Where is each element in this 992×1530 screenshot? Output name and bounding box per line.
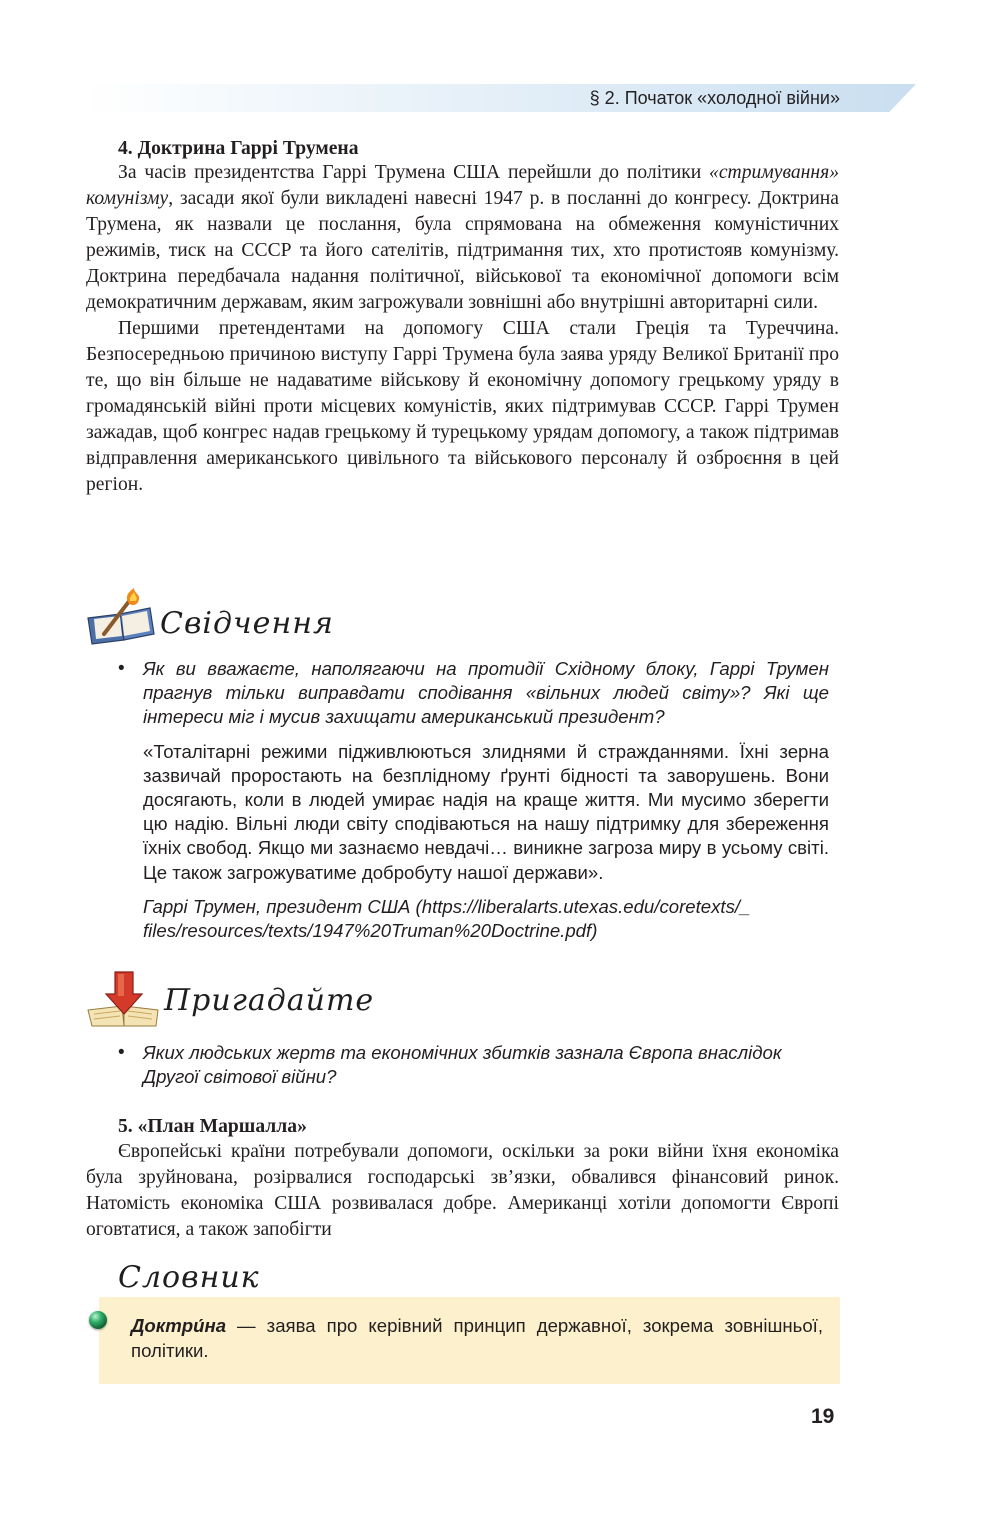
section-4-body (86, 160, 839, 498)
emphasis-term: «стримування» комунізму (86, 162, 839, 209)
section-heading-5: 5. «План Маршалла» (118, 1116, 307, 1137)
section-5-body (86, 1139, 839, 1243)
bullet: • (118, 658, 125, 679)
paragraph (86, 160, 839, 316)
book-down-arrow-icon (86, 970, 162, 1028)
text-run: За часів президентства Гаррі Трумена США перейшли до політики (118, 162, 710, 183)
evidence-quote: «Тоталітарні режими підживлюються злиднями й стражданнями. Їхні зерна зазвичай проростають на безплідному ґрунті бідності та заворушень. Вони досягають, коли в людей умирає надія на краще життя. Ми мусимо зберегти цю надію. Вільні люди світу сподіваються на нашу підтримку для збереження їхніх свобод. Якщо ми зазнаємо невдачі… виникне загроза миру в усьому світі. Це також загрожуватиме добробуту нашої держави». (143, 740, 829, 883)
recall-block (143, 1041, 829, 1089)
feature-title-glossary: Словник (118, 1260, 260, 1295)
running-head: § 2. Початок «холодної війни» (589, 88, 840, 108)
page-number: 19 (811, 1405, 835, 1428)
recall-question: Яких людських жертв та економічних збитків зазнала Європа внаслідок Другої світової війни? (143, 1042, 782, 1088)
source-line: files/resources/texts/1947%20Truman%20Doctrine.pdf) (143, 920, 598, 942)
green-bullet-icon (89, 1311, 107, 1329)
feature-title-evidence: Свідчення (160, 606, 334, 641)
source-line: Гаррі Трумен, президент США (https://liberalarts.utexas.edu/coretexts/_ (143, 895, 751, 917)
section-heading-4: 4. Доктрина Гаррі Трумена (118, 138, 359, 159)
bullet: • (118, 1042, 125, 1063)
paragraph: Європейські країни потребували допомоги, оскільки за роки війни їхня економіка була зруйнована, розірвалися господарські зв’язки, обвалився фінансовий ринок. Натомість економіка США розвивалася добре. Американці хотіли допомогти Європі оговтатися, а також запобігти (86, 1141, 839, 1240)
book-torch-icon (84, 588, 156, 646)
text-run: , засади якої були викладені навесні 1947 р. в посланні до конгресу. Доктрина Трумена, як назвали це послання, була спрямована на обмеження комуністичних режимів, тиск на СССР та його сателітів, підтримання тих, хто протистояв комунізму. Доктрина передбачала надання політичної, військової та економічної допомоги всім демократичним державам, яким загрожували зовнішні або внутрішні авторитарні сили. (86, 188, 839, 313)
glossary-entry (131, 1313, 823, 1363)
evidence-question: Як ви вважаєте, наполягаючи на протидії Східному блоку, Гаррі Трумен прагнув тільки виправдати сподівання «вільних людей світу»? Які ще інтереси міг і мусив захищати американський президент? (143, 658, 829, 728)
evidence-block (143, 657, 829, 943)
paragraph: Першими претендентами на допомогу США стали Греція та Туреччина. Безпосередньою причиною виступу Гаррі Трумена була заява уряду Великої Британії про те, що він більше не надаватиме військову й економічну допомогу грецькому уряду в громадянській війні проти місцевих комуністів, яких підтримував СССР. Гаррі Трумен зажадав, щоб конгрес надав грецькому й турецькому урядам допомогу, а також підтримав відправлення американського цивільного та військового персоналу й озброєння в цей регіон. (86, 318, 839, 495)
glossary-definition: — заява про керівний принцип державної, зокрема зовнішньої, політики. (131, 1315, 823, 1361)
feature-title-recall: Пригадайте (164, 983, 375, 1018)
glossary-term: Доктри́на (131, 1315, 227, 1336)
evidence-source (143, 895, 829, 943)
